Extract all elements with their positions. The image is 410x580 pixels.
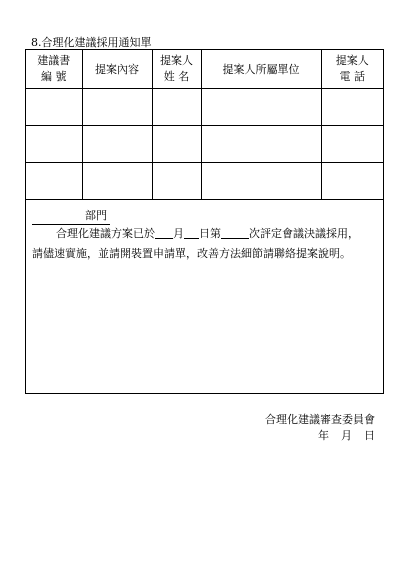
header-proposal-number: 建議書 編 號 (26, 50, 82, 89)
cell-proposer-phone[interactable] (321, 163, 383, 200)
form-title: 8.合理化建議採用通知單 (31, 36, 152, 49)
cell-proposer-name[interactable] (152, 126, 201, 163)
table-row (26, 126, 383, 163)
cell-proposal-content[interactable] (82, 126, 152, 163)
committee-signature: 合理化建議審查委員會 (265, 413, 375, 426)
header-proposer-phone: 提案人 電 話 (321, 50, 383, 89)
cell-proposer-unit[interactable] (201, 126, 321, 163)
cell-proposer-unit[interactable] (201, 163, 321, 200)
table-row (26, 89, 383, 126)
notice-paragraph-2: 請儘速實施，並請開裝置申請單，改善方法細節請聯絡提案說明。 (32, 247, 351, 260)
cell-proposal-number[interactable] (26, 89, 82, 126)
table-row (26, 163, 383, 200)
cell-proposal-content[interactable] (82, 163, 152, 200)
cell-proposal-number[interactable] (26, 163, 82, 200)
proposal-table (26, 50, 383, 200)
cell-proposer-phone[interactable] (321, 126, 383, 163)
cell-proposal-number[interactable] (26, 126, 82, 163)
cell-proposal-content[interactable] (82, 89, 152, 126)
cell-proposer-name[interactable] (152, 89, 201, 126)
notice-paragraph-1: 合理化建議方案已於 月 日第 次評定會議決議採用， (56, 227, 359, 240)
header-proposer-unit: 提案人所屬單位 (201, 50, 321, 89)
header-proposal-content: 提案內容 (82, 50, 152, 89)
department-label: 部門 (85, 209, 107, 222)
month-blank[interactable] (155, 226, 173, 239)
cell-proposer-name[interactable] (152, 163, 201, 200)
cell-proposer-phone[interactable] (321, 89, 383, 126)
header-proposer-name: 提案人 姓 名 (152, 50, 201, 89)
signature-date: 年 月 日 (318, 429, 375, 442)
cell-proposer-unit[interactable] (201, 89, 321, 126)
notification-form (25, 49, 384, 442)
day-blank[interactable] (184, 226, 199, 239)
meeting-number-blank[interactable] (221, 226, 249, 239)
